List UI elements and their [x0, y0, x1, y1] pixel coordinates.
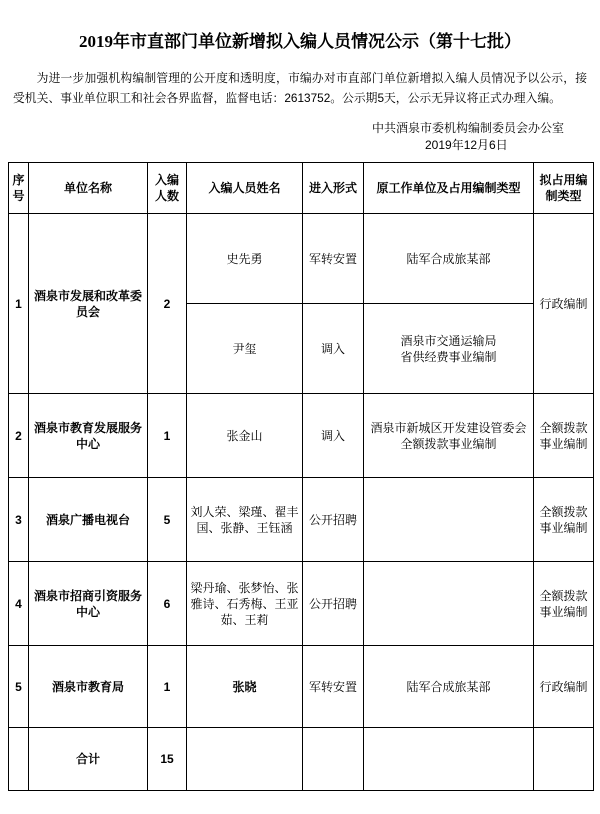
table-header-row — [9, 163, 594, 214]
row-entry-type: 军转安置 — [303, 646, 364, 728]
table-row — [9, 562, 594, 646]
row-entry-type: 公开招聘 — [303, 562, 364, 646]
header-no: 序号 — [9, 163, 29, 214]
table-row — [9, 646, 594, 728]
row-count: 6 — [148, 562, 187, 646]
total-label: 合计 — [29, 728, 148, 791]
row-unit: 酒泉市招商引资服务中心 — [29, 562, 148, 646]
row-no: 5 — [9, 646, 29, 728]
row-no: 3 — [9, 478, 29, 562]
total-no-cell — [9, 728, 29, 791]
row-entry-type: 调入 — [303, 394, 364, 478]
row-unit: 酒泉市教育发展服务中心 — [29, 394, 148, 478]
row-person-name: 刘人荣、梁瑾、翟丰国、张静、王钰涵 — [187, 478, 303, 562]
row-entry-type: 军转安置 — [303, 214, 364, 304]
table-row — [9, 394, 594, 478]
total-count: 15 — [148, 728, 187, 791]
header-names: 入编人员姓名 — [187, 163, 303, 214]
header-target: 拟占用编制类型 — [534, 163, 594, 214]
row-entry-type: 调入 — [303, 304, 364, 394]
row-no: 1 — [9, 214, 29, 394]
orig-unit-type: 全额拨款事业编制 — [400, 436, 497, 451]
row-unit: 酒泉市发展和改革委员会 — [29, 214, 148, 394]
row-orig-unit — [364, 214, 534, 304]
row-target-type: 全额拨款事业编制 — [534, 478, 594, 562]
table-row — [9, 478, 594, 562]
row-person-name: 史先勇 — [187, 214, 303, 304]
total-empty-cell — [303, 728, 364, 791]
orig-unit-name: 陆军合成旅某部 — [406, 251, 491, 266]
total-empty-cell — [534, 728, 594, 791]
header-count: 入编人数 — [148, 163, 187, 214]
orig-unit-name: 酒泉市新城区开发建设管委会 — [370, 420, 527, 435]
row-target-type: 行政编制 — [534, 214, 594, 394]
orig-unit-name: 陆军合成旅某部 — [406, 679, 491, 694]
row-target-type: 行政编制 — [534, 646, 594, 728]
header-entry: 进入形式 — [303, 163, 364, 214]
row-count: 1 — [148, 394, 187, 478]
row-unit: 酒泉市教育局 — [29, 646, 148, 728]
total-empty-cell — [364, 728, 534, 791]
row-target-type: 全额拨款事业编制 — [534, 394, 594, 478]
header-unit: 单位名称 — [29, 163, 148, 214]
row-no: 2 — [9, 394, 29, 478]
table-row — [9, 214, 594, 304]
orig-unit-name: 酒泉市交通运输局 — [400, 333, 497, 348]
row-entry-type: 公开招聘 — [303, 478, 364, 562]
row-orig-unit — [364, 562, 534, 646]
personnel-table — [8, 162, 594, 791]
row-orig-unit — [364, 394, 534, 478]
notice-title: 2019年市直部门单位新增拟入编人员情况公示（第十七批） — [79, 32, 521, 51]
header-orig: 原工作单位及占用编制类型 — [364, 163, 534, 214]
signature-org: 中共酒泉市委机构编制委员会办公室 — [372, 121, 565, 135]
row-orig-unit — [364, 478, 534, 562]
orig-unit-type: 省供经费事业编制 — [400, 349, 497, 364]
row-no: 4 — [9, 562, 29, 646]
row-count: 1 — [148, 646, 187, 728]
notice-intro: 为进一步加强机构编制管理的公开度和透明度，市编办对市直部门单位新增拟入编人员情况予以公示，接受机关、事业单位职工和社会各界监督，监督电话：2613752。公示期5天，公示无异议将正式办理入编。 — [13, 71, 587, 105]
table-total-row — [9, 728, 594, 791]
row-count: 2 — [148, 214, 187, 394]
row-person-name: 张金山 — [187, 394, 303, 478]
total-empty-cell — [187, 728, 303, 791]
row-unit: 酒泉广播电视台 — [29, 478, 148, 562]
row-person-name: 梁丹瑜、张梦怡、张雅诗、石秀梅、王亚茹、王莉 — [187, 562, 303, 646]
row-orig-unit — [364, 646, 534, 728]
row-target-type: 全额拨款事业编制 — [534, 562, 594, 646]
row-orig-unit — [364, 304, 534, 394]
signature-date: 2019年12月6日 — [425, 138, 508, 152]
row-person-name: 尹玺 — [187, 304, 303, 394]
row-person-name: 张晓 — [187, 646, 303, 728]
row-count: 5 — [148, 478, 187, 562]
